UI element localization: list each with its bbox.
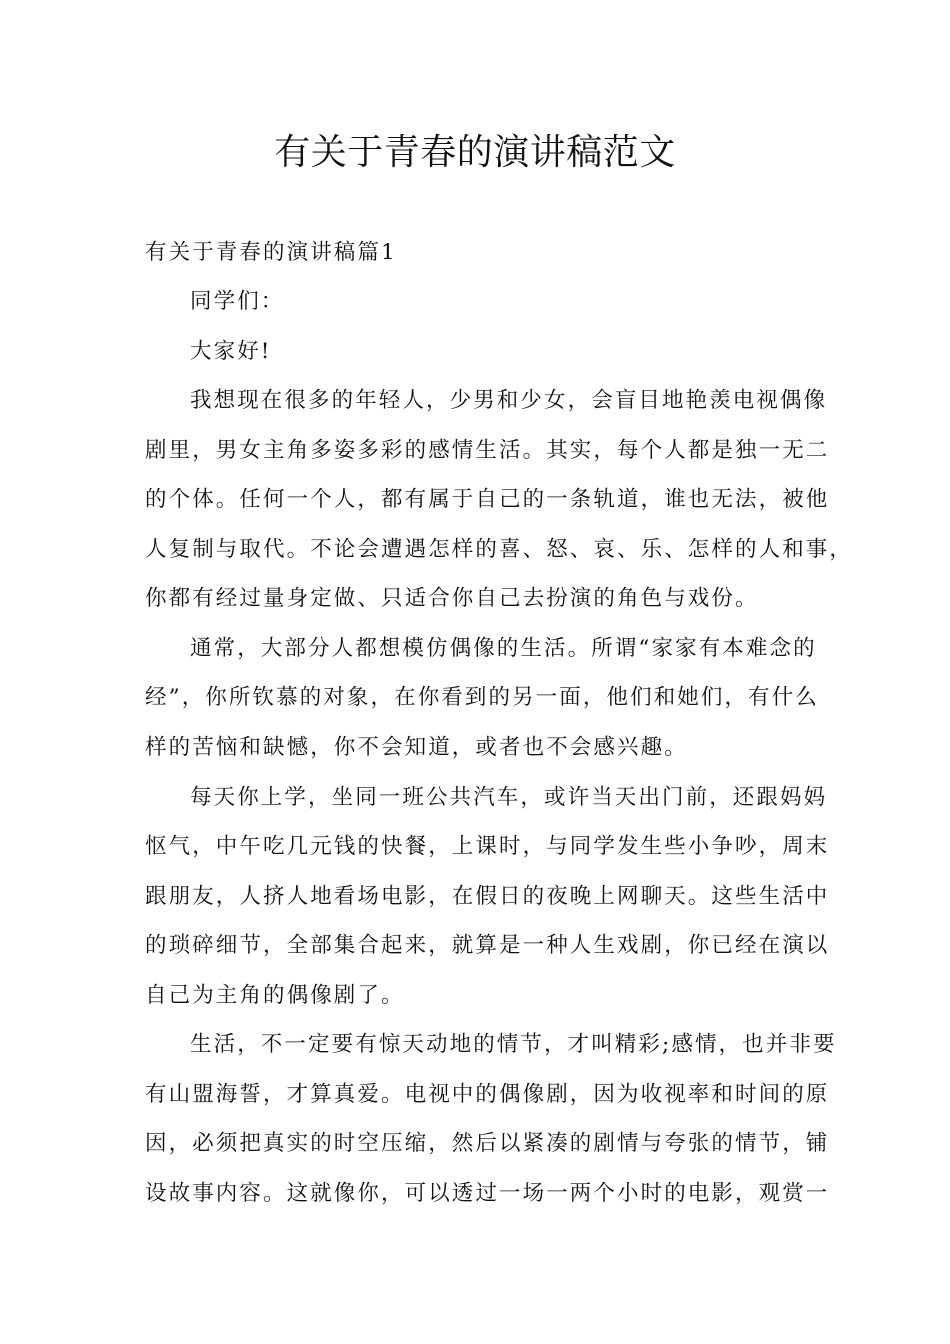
paragraph-line: 因，必须把真实的时空压缩，然后以紧凑的剧情与夸张的情节，铺 [145, 1131, 830, 1156]
section-heading: 有关于青春的演讲稿篇1 [145, 240, 397, 265]
paragraph-line: 通常，大部分人都想模仿偶像的生活。所谓“家家有本难念的 [190, 636, 817, 661]
paragraph-line: 人复制与取代。不论会遭遇怎样的喜、怒、哀、乐、怎样的人和事， [145, 537, 854, 562]
paragraph-line: 的琐碎细节，全部集合起来，就算是一种人生戏剧，你已经在演以 [145, 933, 830, 958]
paragraph-line: 我想现在很多的年轻人，少男和少女，会盲目地艳羡电视偶像 [190, 388, 828, 413]
paragraph-line: 的个体。任何一个人，都有属于自己的一条轨道，谁也无法，被他 [145, 487, 830, 512]
salutation-line: 大家好! [190, 339, 272, 364]
paragraph-line: 设故事内容。这就像你，可以透过一场一两个小时的电影，观赏一 [145, 1181, 830, 1206]
paragraph-line: 每天你上学，坐同一班公共汽车，或许当天出门前，还跟妈妈 [190, 785, 828, 810]
paragraph-line: 剧里，男女主角多姿多彩的感情生活。其实，每个人都是独一无二 [145, 438, 830, 463]
paragraph-line: 经”，你所钦慕的对象，在你看到的另一面，他们和她们，有什么 [145, 685, 819, 710]
paragraph-line: 你都有经过量身定做、只适合你自己去扮演的角色与戏份。 [145, 586, 759, 611]
paragraph-line: 样的苦恼和缺憾，你不会知道，或者也不会感兴趣。 [145, 735, 688, 760]
paragraph-line: 怄气，中午吃几元钱的快餐，上课时，与同学发生些小争吵，周末 [145, 834, 830, 859]
paragraph-line: 生活，不一定要有惊天动地的情节，才叫精彩;感情，也并非要 [190, 1032, 837, 1057]
paragraph-line: 自己为主角的偶像剧了。 [145, 983, 405, 1008]
greeting-line: 同学们： [190, 289, 285, 314]
document-title: 有关于青春的演讲稿范文 [274, 132, 676, 173]
paragraph-line: 跟朋友，人挤人地看场电影，在假日的夜晚上网聊天。这些生活中 [145, 884, 830, 909]
paragraph-line: 有山盟海誓，才算真爱。电视中的偶像剧，因为收视率和时间的原 [145, 1082, 830, 1107]
